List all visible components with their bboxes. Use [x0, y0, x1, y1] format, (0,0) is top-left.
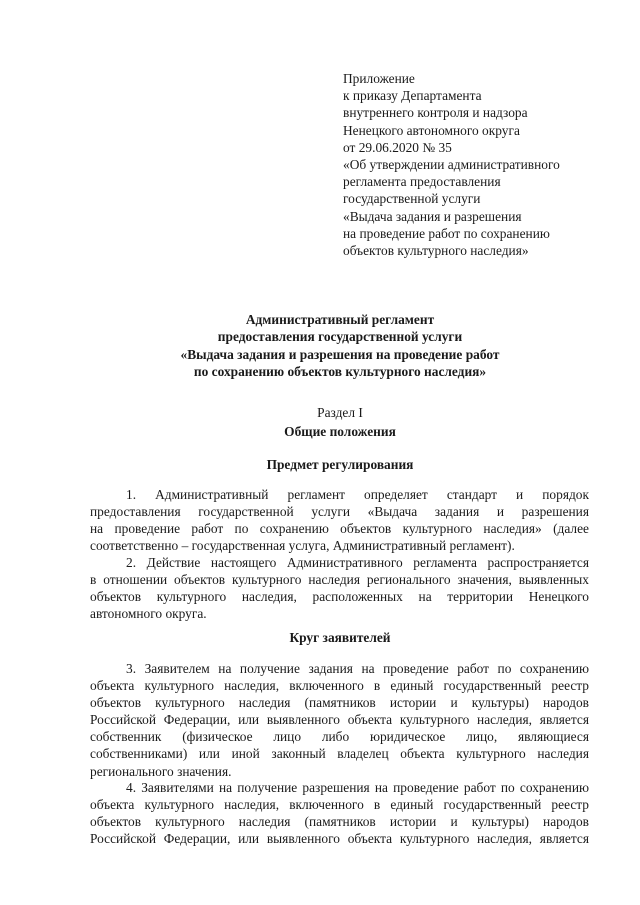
section-title: Общие положения	[284, 424, 396, 439]
appendix-line: регламента предоставления	[343, 174, 501, 190]
paragraph-line: 2. Действие настоящего Административного регламента распространяется	[126, 555, 589, 570]
appendix-line: Ненецкого автономного округа	[343, 122, 520, 138]
document-title	[90, 311, 590, 380]
appendix-line: «Выдача задания и разрешения	[343, 208, 522, 224]
paragraph-line: 1. Административный регламент определяет стандарт и порядок	[126, 487, 589, 502]
paragraph-line: объекта культурного наследия, включенного в единый государственный реестр	[90, 678, 589, 694]
appendix-line: на проведение работ по сохранению	[343, 225, 550, 241]
appendix-line: «Об утверждении административного	[343, 157, 560, 173]
paragraph-line: 4. Заявителями на получение разрешения на проведение работ по сохранению	[126, 780, 589, 795]
paragraph-line: соответственно – государственная услуга, Административный регламент).	[90, 538, 515, 554]
paragraph-1	[90, 486, 589, 554]
paragraph-line: предоставления государственной услуги «Выдача задания и разрешения	[90, 504, 589, 520]
appendix-line: от 29.06.2020 № 35	[343, 139, 452, 155]
paragraph-line: объекта культурного наследия, включенного в единый государственный реестр	[90, 797, 589, 813]
paragraph-line: объектов культурного наследия (памятников истории и культуры) народов	[90, 695, 589, 711]
title-line: предоставления государственной услуги	[217, 329, 463, 345]
title-line: по сохранению объектов культурного наследия»	[193, 363, 487, 379]
paragraph-line: объектов культурного наследия (памятников истории и культуры) народов	[90, 814, 589, 830]
paragraph-2	[90, 554, 589, 622]
appendix-line: государственной услуги	[343, 191, 481, 207]
paragraph-line: регионального значения.	[90, 763, 232, 779]
paragraph-4	[90, 779, 589, 847]
section-label: Раздел I	[317, 405, 363, 420]
paragraph-line: 3. Заявителем на получение задания на проведение работ по сохранению	[126, 661, 589, 676]
paragraph-line: автономного округа.	[90, 606, 207, 622]
appendix-line: объектов культурного наследия»	[343, 243, 529, 259]
appendix-line: внутреннего контроля и надзора	[343, 105, 528, 121]
paragraph-line: на проведение работ по сохранению объектов культурного наследия» (далее	[90, 521, 589, 537]
appendix-line: Приложение	[343, 71, 415, 86]
paragraph-line: Российской Федерации, или выявленного объекта культурного наследия, является	[90, 712, 589, 728]
title-line: Административный регламент	[245, 312, 435, 327]
paragraph-line: в отношении объектов культурного наследия регионального значения, выявленных	[90, 572, 589, 588]
title-line: «Выдача задания и разрешения на проведение работ	[180, 346, 500, 362]
paragraph-line: собственниками) или иной законный владелец объекта культурного наследия	[90, 746, 589, 762]
appendix-block	[343, 70, 560, 259]
applicants-heading: Круг заявителей	[289, 630, 391, 645]
subject-heading: Предмет регулирования	[266, 457, 414, 472]
appendix-line: к приказу Департамента	[343, 88, 482, 104]
paragraph-line: Российской Федерации, или выявленного объекта культурного наследия, является	[90, 831, 589, 847]
paragraph-line: объектов культурного наследия, расположенных на территории Ненецкого	[90, 589, 589, 605]
paragraph-3	[90, 660, 589, 780]
paragraph-line: собственник (физическое лицо либо юридическое лицо, являющиеся	[90, 729, 589, 745]
